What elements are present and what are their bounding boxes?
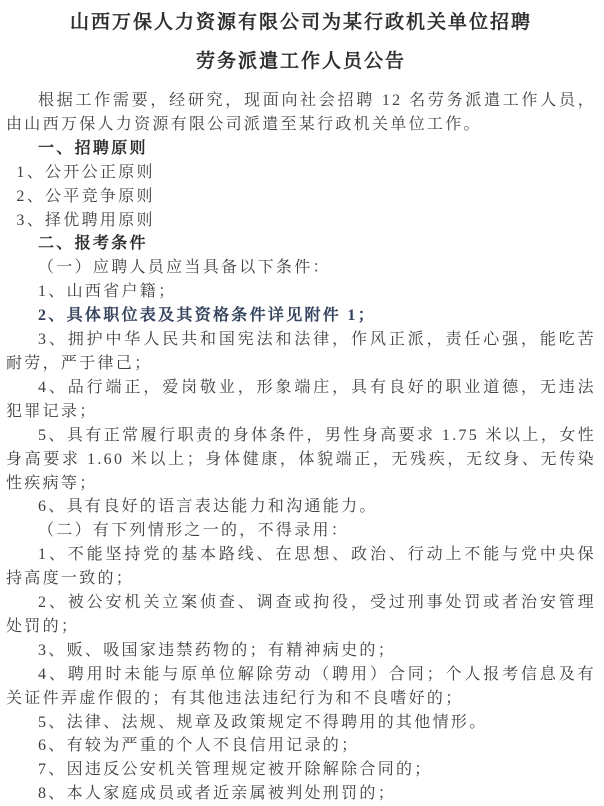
- doc-title-line-1: 山西万保人力资源有限公司为某行政机关单位招聘: [69, 12, 532, 33]
- section-2-heading: 二、报考条件: [38, 235, 148, 253]
- subsection-1-heading: （一）应聘人员应当具备以下条件：: [38, 259, 331, 277]
- principle-item-2: 2、公平竞争原则: [16, 187, 155, 205]
- principle-item-3: 3、择优聘用原则: [16, 211, 155, 229]
- subsection-2-heading: （二）有下列情形之一的，不得录用：: [38, 522, 350, 540]
- disqualification-item-3: 3、贩、吸国家违禁药物的；有精神病史的；: [38, 641, 397, 659]
- disqualification-item-5: 5、法律、法规、规章及政策规定不得聘用的其他情形。: [38, 713, 488, 731]
- section-1-heading: 一、招聘原则: [38, 139, 148, 157]
- condition-item-1: 1、山西省户籍；: [38, 283, 177, 301]
- disqualification-item-8: 8、本人家庭成员或者近亲属被判处刑罚的；: [38, 785, 397, 803]
- disqualification-item-4: 4、聘用时未能与原单位解除劳动（聘用）合同；个人报考信息及有关证件弄虚作假的；有其他违法违纪行为和不良嗜好的；: [6, 665, 596, 707]
- disqualification-item-6: 6、有较为严重的个人不良信用记录的；: [38, 737, 360, 755]
- condition-item-4: 4、品行端正，爱岗敬业，形象端庄，具有良好的职业道德，无违法犯罪记录；: [6, 378, 596, 420]
- disqualification-item-7: 7、因违反公安机关管理规定被开除解除合同的；: [38, 761, 433, 779]
- principle-item-1: 1、公开公正原则: [16, 163, 155, 181]
- disqualification-item-2: 2、被公安机关立案侦查、调查或拘役，受过刑事处罚或者治安管理处罚的；: [6, 594, 596, 635]
- doc-title-line-2: 劳务派遣工作人员公告: [195, 51, 406, 72]
- intro-paragraph: 根据工作需要，经研究，现面向社会招聘 12 名劳务派遣工作人员，由山西万保人力资源有限公司派遣至某行政机关单位工作。: [6, 92, 596, 133]
- condition-item-5: 5、具有正常履行职责的身体条件，男性身高要求 1.75 米以上，女性身高要求 1.60 米以上；身体健康，体貌端正，无残疾，无纹身、无传染性疾病等；: [6, 426, 596, 492]
- disqualification-item-1: 1、不能坚持党的基本路线、在思想、政治、行动上不能与党中央保持高度一致的；: [6, 546, 596, 588]
- condition-item-3: 3、拥护中华人民共和国宪法和法律，作风正派，责任心强，能吃苦耐劳，严于律己；: [6, 331, 596, 372]
- condition-item-2-attachment-note: 2、具体职位表及其资格条件详见附件 1；: [38, 307, 377, 325]
- condition-item-6: 6、具有良好的语言表达能力和沟通能力。: [38, 498, 378, 516]
